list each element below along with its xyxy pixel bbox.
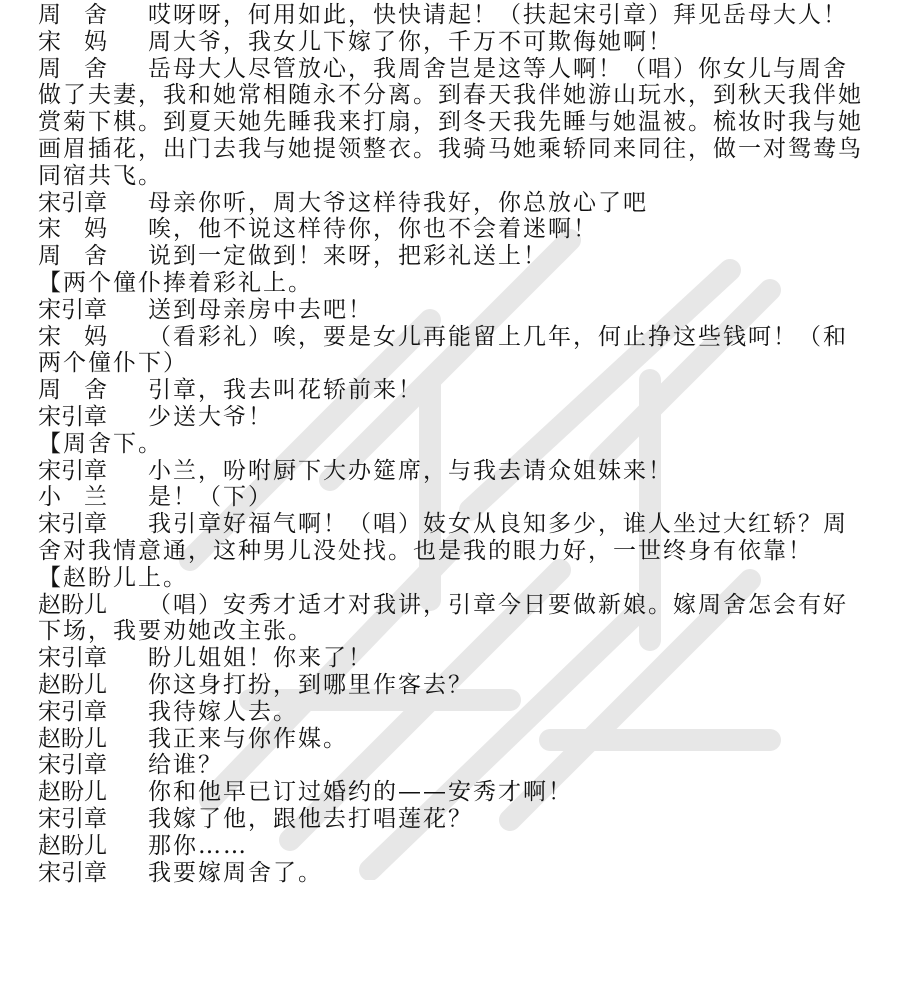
speaker-name: 宋引章 [38,752,107,779]
speaker-name: 宋引章 [38,511,107,538]
dialogue-text: （唱）安秀才适才对我讲，引章今日要做新娘。嫁周舍怎会有好下场，我要劝她改主张。 [38,591,848,645]
dialogue-line [38,779,870,806]
dialogue-line [38,56,870,190]
dialogue-line [38,645,870,672]
dialogue-line [38,672,870,699]
dialogue-line [38,404,870,431]
speaker-name: 小 兰 [38,484,107,511]
speaker-name: 宋 妈 [38,323,107,350]
dialogue-text: 我要嫁周舍了。 [148,859,323,886]
dialogue-line [38,726,870,753]
dialogue-text: 我引章好福气啊！（唱）妓女从良知多少，谁人坐过大红轿？周舍对我情意通，这种男儿没处找。也是我的眼力好，一世终身有依靠！ [38,511,848,564]
dialogue-text: 是！（下） [148,484,273,511]
speaker-name: 赵盼儿 [38,725,107,752]
speaker-name: 宋引章 [38,296,107,323]
dialogue-text: 我正来与你作媒。 [148,725,348,752]
speaker-name: 宋引章 [38,698,107,725]
speaker-name: 宋引章 [38,189,107,216]
dialogue-text: 你这身打扮，到哪里作客去？ [148,671,473,698]
dialogue-line [38,752,870,779]
dialogue-line [38,806,870,833]
speaker-name: 赵盼儿 [38,832,107,859]
dialogue-line [38,699,870,726]
dialogue-text: 盼儿姐姐！你来了！ [148,645,373,672]
speaker-name: 周 舍 [38,377,107,404]
dialogue-text: 送到母亲房中去吧！ [148,296,373,323]
dialogue-line [38,243,870,270]
dialogue-line [38,860,870,887]
dialogue-line [38,29,870,56]
speaker-name: 周 舍 [38,55,107,82]
dialogue-text: 我待嫁人去。 [148,698,298,725]
stage-direction-text: 【赵盼儿上。 [38,564,188,591]
dialogue-text: 母亲你听，周大爷这样待我好，你总放心了吧 [148,189,648,216]
dialogue-text: 你和他早已订过婚约的——安秀才啊！ [148,779,573,806]
dialogue-line [38,297,870,324]
dialogue-text: 说到一定做到！来呀，把彩礼送上！ [148,243,548,270]
speaker-name: 宋引章 [38,403,107,430]
dialogue-text: 引章，我去叫花轿前来！ [148,377,423,404]
stage-direction-text: 【周舍下。 [38,430,163,457]
speaker-name: 宋 妈 [38,28,107,55]
dialogue-line [38,324,870,378]
dialogue-line [38,377,870,404]
dialogue-line [38,2,870,29]
dialogue-line [38,592,870,646]
speaker-name: 宋 妈 [38,216,107,243]
speaker-name: 赵盼儿 [38,671,107,698]
stage-direction [38,565,870,592]
stage-direction [38,270,870,297]
dialogue-text: 岳母大人尽管放心，我周舍岂是这等人啊！（唱）你女儿与周舍做了夫妻，我和她常相随永不分离。到春天我伴她游山玩水，到秋天我伴她赏菊下棋。到夏天她先睡我来打扇，到冬天我先睡与她温被。梳妆时我与她画眉插花，出门去我与她提领整衣。我骑马她乘轿同来同往，做一对鸳鸯鸟同宿共飞。 [38,55,863,189]
dialogue-text: 哎呀呀，何用如此，快快请起！（扶起宋引章）拜见岳母大人！ [148,2,848,28]
dialogue-text: 少送大爷！ [148,403,273,430]
script-body [38,2,870,886]
dialogue-text: 周大爷，我女儿下嫁了你，千万不可欺侮她啊！ [148,28,673,55]
speaker-name: 赵盼儿 [38,591,107,618]
speaker-name: 宋引章 [38,645,107,672]
dialogue-line [38,190,870,217]
dialogue-text: 给谁？ [148,752,223,779]
dialogue-text: 小兰，吩咐厨下大办筵席，与我去请众姐妹来！ [148,457,673,484]
dialogue-text: 我嫁了他，跟他去打唱莲花？ [148,805,473,832]
dialogue-line [38,833,870,860]
dialogue-text: 那你…… [148,832,248,859]
stage-direction-text: 【两个僮仆捧着彩礼上。 [38,269,313,296]
speaker-name: 周 舍 [38,2,107,28]
speaker-name: 赵盼儿 [38,779,107,806]
dialogue-line [38,484,870,511]
speaker-name: 宋引章 [38,457,107,484]
dialogue-text: 唉，他不说这样待你，你也不会着迷啊！ [148,216,598,243]
dialogue-text: （看彩礼）唉，要是女儿再能留上几年，何止挣这些钱呵！（和两个僮仆下） [38,323,848,377]
speaker-name: 宋引章 [38,805,107,832]
dialogue-line [38,511,870,565]
stage-direction [38,431,870,458]
speaker-name: 宋引章 [38,859,107,886]
dialogue-line [38,458,870,485]
dialogue-line [38,216,870,243]
speaker-name: 周 舍 [38,243,107,270]
